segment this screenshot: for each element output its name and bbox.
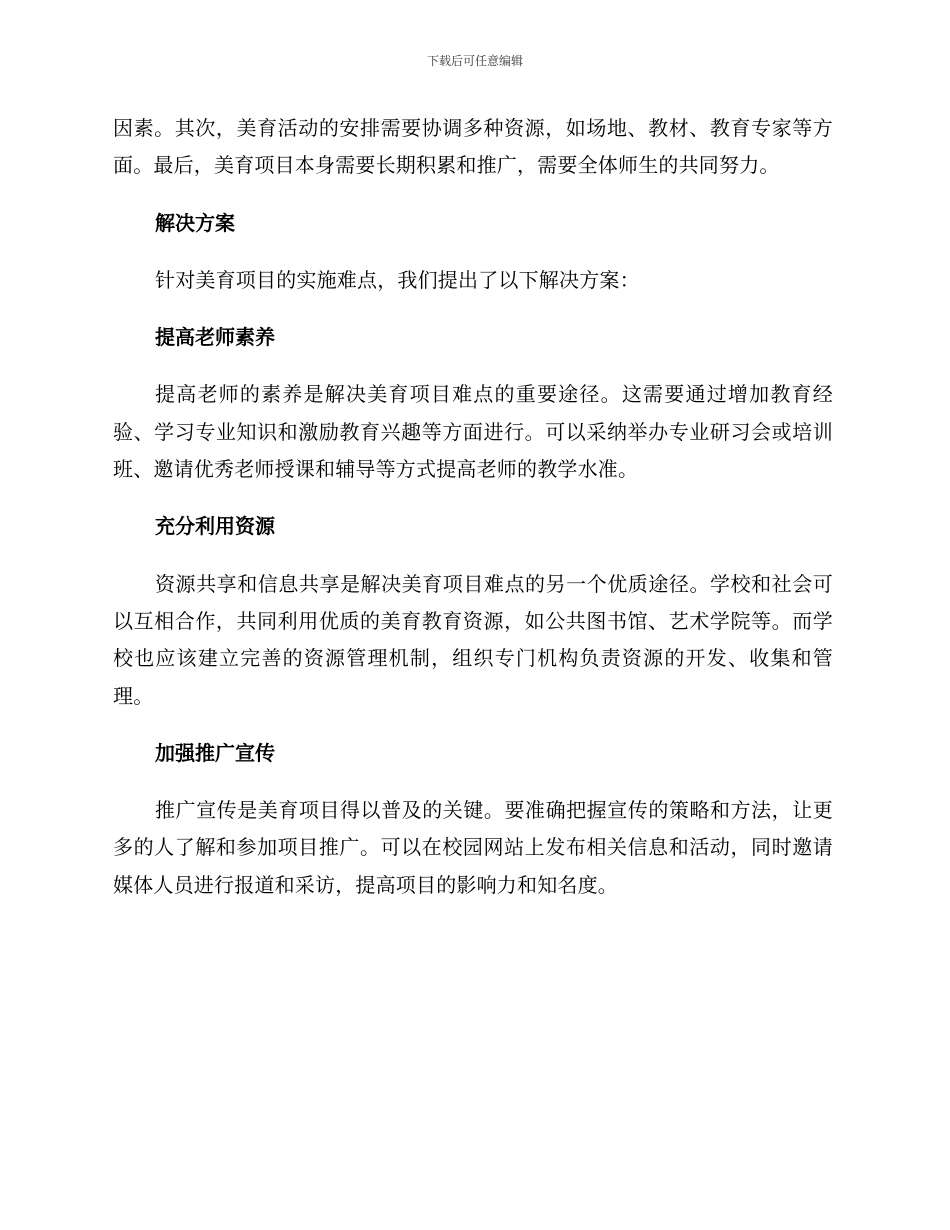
section-heading-promotion: 加强推广宣传 [155, 740, 275, 765]
intro-continuation-paragraph: 因素。其次，美育活动的安排需要协调多种资源，如场地、教材、教育专家等方面。最后，美育项目本身需要长期积累和推广，需要全体师生的共同努力。 [113, 116, 833, 178]
solutions-heading: 解决方案 [155, 210, 235, 235]
document-content [113, 110, 833, 904]
section-body-promotion: 推广宣传是美育项目得以普及的关键。要准确把握宣传的策略和方法，让更多的人了解和参加项目推广。可以在校园网站上发布相关信息和活动，同时邀请媒体人员进行报道和采访，提高项目的影响力和知名度。 [113, 798, 833, 897]
section-heading-resources: 充分利用资源 [155, 514, 275, 539]
section-body-teacher-quality: 提高老师的素养是解决美育项目难点的重要途径。这需要通过增加教育经验、学习专业知识和激励教育兴趣等方面进行。可以采纳举办专业研习会或培训班、邀请优秀老师授课和辅导等方式提高老师的教学水准。 [113, 382, 833, 482]
section-body-resources: 资源共享和信息共享是解决美育项目难点的另一个优质途径。学校和社会可以互相合作，共同利用优质的美育教育资源，如公共图书馆、艺术学院等。而学校也应该建立完善的资源管理机制，组织专门机构负责资源的开发、收集和管理。 [113, 571, 833, 708]
section-heading-teacher-quality: 提高老师素养 [155, 325, 275, 350]
solutions-intro-paragraph: 针对美育项目的实施难点，我们提出了以下解决方案： [155, 267, 640, 292]
header-note: 下载后可任意编辑 [426, 54, 523, 68]
